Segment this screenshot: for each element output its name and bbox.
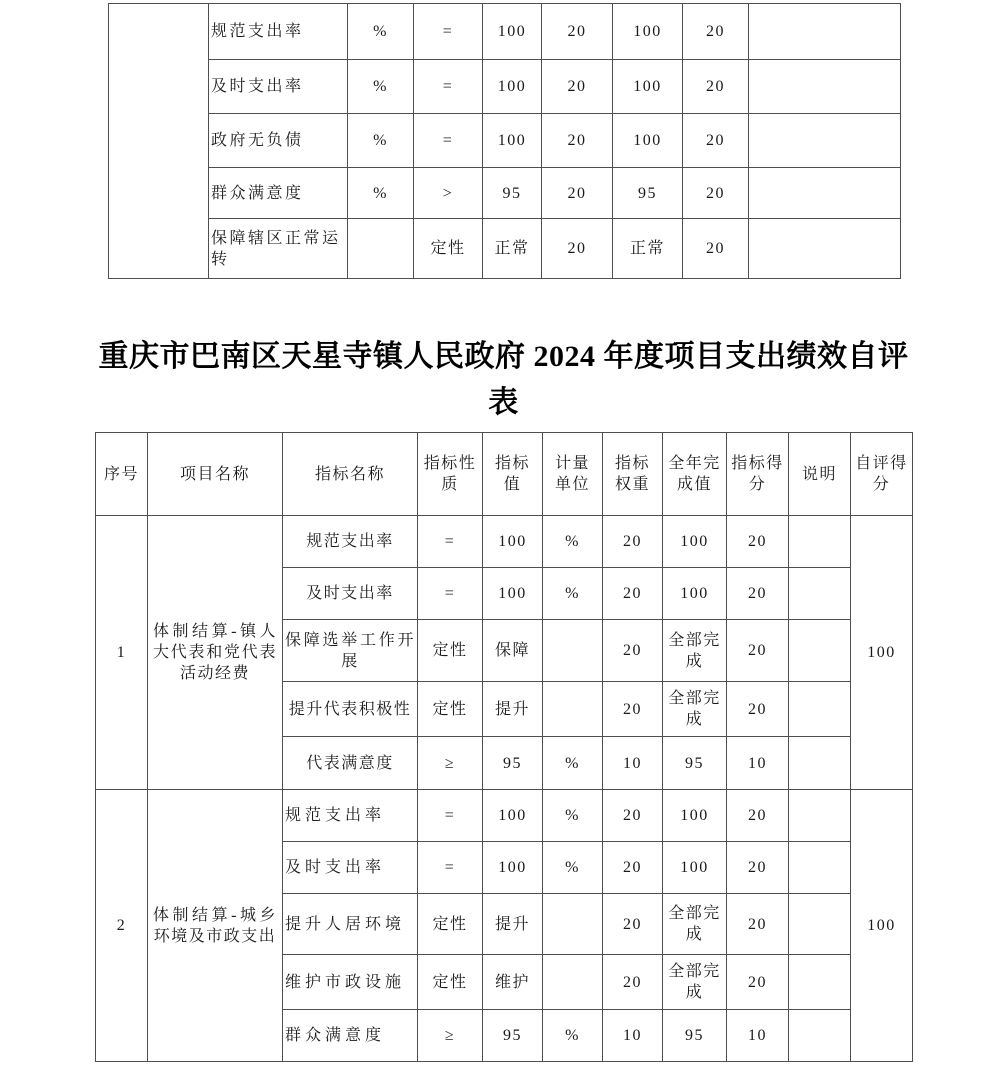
target-value-cell: 保障: [483, 620, 543, 682]
indicator-name-cell: 群众满意度: [283, 1010, 418, 1062]
indicator-name-cell: 规范支出率: [283, 790, 418, 842]
completion-cell: 全部完成: [663, 894, 727, 955]
note-cell: [789, 955, 851, 1010]
completion-cell: 100: [613, 114, 683, 168]
serial-cell: 1: [96, 516, 148, 790]
indicator-name-cell: 及时支出率: [283, 568, 418, 620]
completion-cell: 100: [663, 516, 727, 568]
target-value-cell: 95: [483, 1010, 543, 1062]
note-cell: [749, 168, 901, 219]
nature-cell: =: [418, 790, 483, 842]
nature-cell: 定性: [418, 955, 483, 1010]
indicator-name-cell: 及时支出率: [283, 842, 418, 894]
indicator-name-cell: 代表满意度: [283, 737, 418, 790]
nature-cell: =: [414, 4, 483, 60]
table-row: [109, 4, 901, 60]
score-cell: 20: [727, 894, 789, 955]
project-name-cell: 体制结算-城乡环境及市政支出: [148, 790, 283, 1062]
nature-cell: =: [414, 60, 483, 114]
target-value-cell: 100: [483, 60, 542, 114]
header-nature: 指标性质: [418, 433, 483, 516]
header-row: [96, 433, 913, 516]
score-cell: 20: [683, 4, 749, 60]
weight-cell: 20: [603, 620, 663, 682]
nature-cell: ≥: [418, 737, 483, 790]
indicator-name-cell: 提升代表积极性: [283, 682, 418, 737]
unit-cell: [543, 955, 603, 1010]
table-row: [96, 516, 913, 568]
unit-cell: %: [543, 516, 603, 568]
completion-cell: 100: [663, 790, 727, 842]
completion-cell: 95: [663, 1010, 727, 1062]
target-value-cell: 提升: [483, 894, 543, 955]
unit-cell: %: [543, 568, 603, 620]
indicator-name-cell: 维护市政设施: [283, 955, 418, 1010]
header-serial: 序号: [96, 433, 148, 516]
unit-cell: %: [543, 737, 603, 790]
score-cell: 20: [683, 219, 749, 279]
header-self-score: 自评得分: [851, 433, 913, 516]
self-score-cell: 100: [851, 790, 913, 1062]
unit-cell: [543, 894, 603, 955]
score-cell: 10: [727, 737, 789, 790]
target-value-cell: 正常: [483, 219, 542, 279]
table-row: [109, 114, 901, 168]
target-value-cell: 100: [483, 790, 543, 842]
note-cell: [749, 4, 901, 60]
weight-cell: 20: [603, 955, 663, 1010]
nature-cell: =: [418, 842, 483, 894]
completion-cell: 全部完成: [663, 620, 727, 682]
indicator-name-cell: 规范支出率: [209, 4, 348, 60]
weight-cell: 20: [603, 682, 663, 737]
weight-cell: 10: [603, 1010, 663, 1062]
nature-cell: 定性: [414, 219, 483, 279]
table-row: [109, 219, 901, 279]
nature-cell: ≥: [418, 1010, 483, 1062]
nature-cell: >: [414, 168, 483, 219]
note-cell: [789, 737, 851, 790]
score-cell: 20: [727, 790, 789, 842]
indicator-name-cell: 群众满意度: [209, 168, 348, 219]
note-cell: [789, 790, 851, 842]
indicator-name-cell: 及时支出率: [209, 60, 348, 114]
score-cell: 20: [683, 168, 749, 219]
completion-cell: 100: [613, 4, 683, 60]
weight-cell: 20: [542, 114, 613, 168]
weight-cell: 20: [603, 790, 663, 842]
continuation-table: [108, 3, 901, 279]
table-row: [109, 168, 901, 219]
weight-cell: 20: [603, 516, 663, 568]
unit-cell: %: [348, 114, 414, 168]
nature-cell: 定性: [418, 682, 483, 737]
weight-cell: 10: [603, 737, 663, 790]
completion-cell: 100: [663, 842, 727, 894]
note-cell: [789, 620, 851, 682]
target-value-cell: 100: [483, 4, 542, 60]
score-cell: 20: [683, 60, 749, 114]
weight-cell: 20: [542, 60, 613, 114]
note-cell: [789, 894, 851, 955]
target-value-cell: 提升: [483, 682, 543, 737]
score-cell: 20: [727, 620, 789, 682]
note-cell: [789, 842, 851, 894]
header-completion: 全年完成值: [663, 433, 727, 516]
header-indicator: 指标名称: [283, 433, 418, 516]
target-value-cell: 100: [483, 516, 543, 568]
completion-cell: 100: [663, 568, 727, 620]
completion-cell: 全部完成: [663, 682, 727, 737]
weight-cell: 20: [603, 842, 663, 894]
nature-cell: =: [418, 568, 483, 620]
nature-cell: 定性: [418, 620, 483, 682]
table-row: [109, 60, 901, 114]
nature-cell: =: [414, 114, 483, 168]
target-value-cell: 95: [483, 168, 542, 219]
nature-cell: 定性: [418, 894, 483, 955]
target-value-cell: 100: [483, 114, 542, 168]
unit-cell: [543, 620, 603, 682]
unit-cell: [543, 682, 603, 737]
indicator-name-cell: 保障选举工作开展: [283, 620, 418, 682]
score-cell: 20: [727, 682, 789, 737]
document-title: [95, 334, 912, 426]
target-value-cell: 100: [483, 842, 543, 894]
target-value-cell: 维护: [483, 955, 543, 1010]
score-cell: 20: [683, 114, 749, 168]
header-note: 说明: [789, 433, 851, 516]
target-value-cell: 100: [483, 568, 543, 620]
completion-cell: 95: [663, 737, 727, 790]
unit-cell: [348, 219, 414, 279]
document-title-line1: 重庆市巴南区天星寺镇人民政府 2024 年度项目支出绩效自评: [98, 340, 909, 373]
completion-cell: 95: [613, 168, 683, 219]
score-cell: 20: [727, 955, 789, 1010]
header-value: 指标值: [483, 433, 543, 516]
weight-cell: 20: [603, 894, 663, 955]
score-cell: 20: [727, 568, 789, 620]
indicator-name-cell: 提升人居环境: [283, 894, 418, 955]
self-score-cell: 100: [851, 516, 913, 790]
indicator-name-cell: 规范支出率: [283, 516, 418, 568]
unit-cell: %: [543, 790, 603, 842]
document-title-line2: 表: [488, 386, 519, 419]
unit-cell: %: [348, 168, 414, 219]
header-unit: 计量单位: [543, 433, 603, 516]
project-name-cell: 体制结算-镇人大代表和党代表活动经费: [148, 516, 283, 790]
unit-cell: %: [348, 60, 414, 114]
weight-cell: 20: [542, 168, 613, 219]
target-value-cell: 95: [483, 737, 543, 790]
table-row: [96, 790, 913, 842]
indicator-name-cell: 政府无负债: [209, 114, 348, 168]
indicator-name-cell: 保障辖区正常运转: [209, 219, 348, 279]
unit-cell: %: [543, 842, 603, 894]
score-cell: 10: [727, 1010, 789, 1062]
self-eval-table: [95, 432, 913, 1062]
score-cell: 20: [727, 516, 789, 568]
note-cell: [789, 516, 851, 568]
note-cell: [749, 60, 901, 114]
note-cell: [789, 682, 851, 737]
serial-cell: 2: [96, 790, 148, 1062]
header-weight: 指标权重: [603, 433, 663, 516]
completion-cell: 全部完成: [663, 955, 727, 1010]
weight-cell: 20: [542, 219, 613, 279]
note-cell: [749, 114, 901, 168]
note-cell: [749, 219, 901, 279]
completion-cell: 正常: [613, 219, 683, 279]
blank-spanning-cell: [109, 4, 209, 279]
weight-cell: 20: [603, 568, 663, 620]
note-cell: [789, 568, 851, 620]
score-cell: 20: [727, 842, 789, 894]
completion-cell: 100: [613, 60, 683, 114]
unit-cell: %: [348, 4, 414, 60]
weight-cell: 20: [542, 4, 613, 60]
unit-cell: %: [543, 1010, 603, 1062]
nature-cell: =: [418, 516, 483, 568]
note-cell: [789, 1010, 851, 1062]
header-project: 项目名称: [148, 433, 283, 516]
header-score: 指标得分: [727, 433, 789, 516]
